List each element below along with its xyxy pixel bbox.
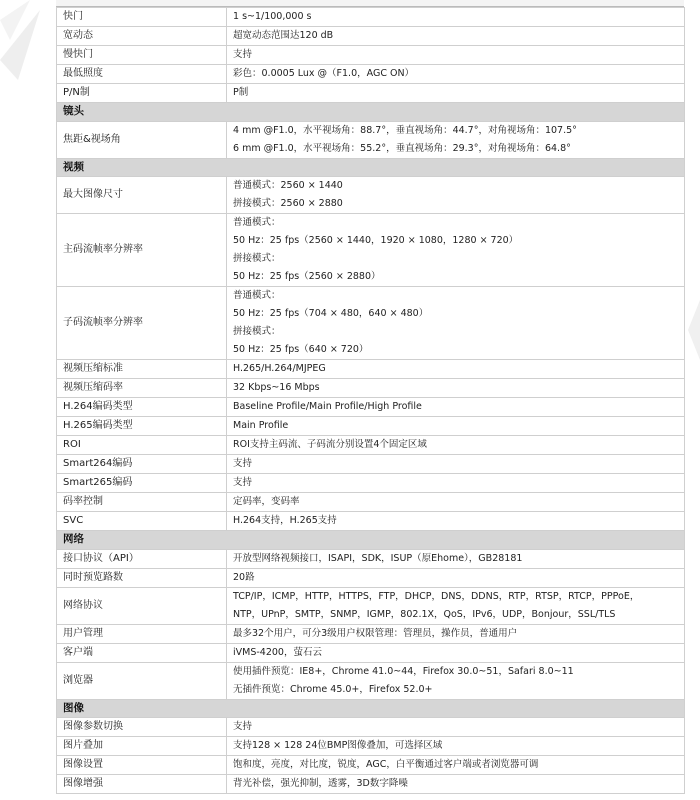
spec-label: 码率控制 bbox=[57, 493, 227, 512]
spec-label: 快门 bbox=[57, 8, 227, 27]
spec-value-line: 50 Hz：25 fps（2560 × 1440，1920 × 1080，1280 × 720） bbox=[233, 235, 519, 246]
spec-label: 图片叠加 bbox=[57, 737, 227, 756]
spec-value-line: 1 s~1/100,000 s bbox=[233, 11, 312, 22]
spec-value-line: 支持 bbox=[233, 49, 253, 60]
spec-value bbox=[227, 8, 685, 27]
spec-row bbox=[57, 46, 685, 65]
spec-value-line: 50 Hz：25 fps（2560 × 2880） bbox=[233, 271, 381, 282]
spec-value-line: 50 Hz：25 fps（704 × 480，640 × 480） bbox=[233, 308, 429, 319]
spec-label: H.265编码类型 bbox=[57, 417, 227, 436]
spec-value bbox=[227, 775, 685, 794]
spec-value-line: 使用插件预览：IE8+，Chrome 41.0~44，Firefox 30.0~51，Safari 8.0~11 bbox=[233, 665, 574, 677]
spec-label: 视频压缩标准 bbox=[57, 360, 227, 379]
spec-value-line: 50 Hz：25 fps（640 × 720） bbox=[233, 344, 369, 355]
spec-value-line: 背光补偿，强光抑制，透雾，3D数字降噪 bbox=[233, 778, 408, 789]
spec-value-line: 支持128 × 128 24位BMP图像叠加，可选择区域 bbox=[233, 740, 443, 751]
spec-row bbox=[57, 287, 685, 360]
spec-value bbox=[227, 474, 685, 493]
spec-label: P/N制 bbox=[57, 84, 227, 103]
spec-label: 宽动态 bbox=[57, 27, 227, 46]
spec-row bbox=[57, 455, 685, 474]
spec-row bbox=[57, 8, 685, 27]
spec-label: Smart265编码 bbox=[57, 474, 227, 493]
spec-row bbox=[57, 417, 685, 436]
spec-value-line: 彩色：0.0005 Lux @（F1.0，AGC ON） bbox=[233, 68, 415, 79]
spec-value bbox=[227, 587, 685, 624]
spec-value-line: 普通模式： bbox=[233, 217, 281, 228]
spec-value bbox=[227, 718, 685, 737]
spec-value-line: 拼接模式：2560 × 2880 bbox=[233, 198, 343, 209]
spec-row bbox=[57, 84, 685, 103]
spec-row bbox=[57, 121, 685, 158]
section-header bbox=[57, 699, 685, 718]
section-header bbox=[57, 531, 685, 550]
spec-value bbox=[227, 455, 685, 474]
spec-row bbox=[57, 177, 685, 214]
spec-label: 慢快门 bbox=[57, 46, 227, 65]
spec-row bbox=[57, 512, 685, 531]
spec-label: Smart264编码 bbox=[57, 455, 227, 474]
spec-label: SVC bbox=[57, 512, 227, 531]
spec-value bbox=[227, 287, 685, 360]
spec-row bbox=[57, 398, 685, 417]
decorative-edge bbox=[684, 0, 700, 800]
spec-value-line: 超宽动态范围达120 dB bbox=[233, 30, 334, 41]
spec-value bbox=[227, 549, 685, 568]
spec-row bbox=[57, 27, 685, 46]
spec-row bbox=[57, 718, 685, 737]
spec-value bbox=[227, 27, 685, 46]
spec-value-line: 最多32个用户，可分3级用户权限管理：管理员，操作员，普通用户 bbox=[233, 627, 518, 639]
spec-value-line: 普通模式： bbox=[233, 290, 281, 301]
spec-value-line: 拼接模式： bbox=[233, 253, 281, 264]
section-title: 网络 bbox=[57, 531, 685, 550]
spec-label: 视频压缩码率 bbox=[57, 379, 227, 398]
spec-label: 图像增强 bbox=[57, 775, 227, 794]
spec-value bbox=[227, 643, 685, 662]
spec-label: H.264编码类型 bbox=[57, 398, 227, 417]
spec-value bbox=[227, 360, 685, 379]
spec-value-line: Baseline Profile/Main Profile/High Profile bbox=[233, 401, 422, 412]
spec-value-line: 拼接模式： bbox=[233, 326, 281, 337]
spec-table-body bbox=[57, 8, 685, 794]
spec-value-line: P制 bbox=[233, 87, 249, 98]
spec-value bbox=[227, 417, 685, 436]
spec-row bbox=[57, 379, 685, 398]
spec-label: 焦距&视场角 bbox=[57, 121, 227, 158]
spec-label: 同时预览路数 bbox=[57, 568, 227, 587]
spec-value-line: 6 mm @F1.0，水平视场角：55.2°，垂直视场角：29.3°，对角视场角：64.8° bbox=[233, 142, 571, 154]
spec-value bbox=[227, 65, 685, 84]
spec-row bbox=[57, 737, 685, 756]
spec-value bbox=[227, 624, 685, 643]
spec-value-line: H.264支持，H.265支持 bbox=[233, 515, 337, 526]
spec-label: 用户管理 bbox=[57, 624, 227, 643]
spec-value bbox=[227, 379, 685, 398]
spec-value-line: Main Profile bbox=[233, 420, 289, 431]
spec-value bbox=[227, 662, 685, 699]
spec-value-line: 支持 bbox=[233, 721, 253, 732]
section-title: 图像 bbox=[57, 699, 685, 718]
spec-label: 浏览器 bbox=[57, 662, 227, 699]
spec-value bbox=[227, 493, 685, 512]
spec-row bbox=[57, 214, 685, 287]
spec-value-line: 定码率，变码率 bbox=[233, 496, 300, 507]
spec-value bbox=[227, 756, 685, 775]
section-title: 视频 bbox=[57, 158, 685, 177]
spec-label: 最低照度 bbox=[57, 65, 227, 84]
spec-label: 网络协议 bbox=[57, 587, 227, 624]
spec-label: 客户端 bbox=[57, 643, 227, 662]
spec-label: ROI bbox=[57, 436, 227, 455]
spec-value bbox=[227, 214, 685, 287]
spec-value-line: 32 Kbps~16 Mbps bbox=[233, 382, 320, 393]
spec-row bbox=[57, 493, 685, 512]
spec-label: 图像参数切换 bbox=[57, 718, 227, 737]
spec-label: 最大图像尺寸 bbox=[57, 177, 227, 214]
spec-value-line: 无插件预览：Chrome 45.0+，Firefox 52.0+ bbox=[233, 683, 433, 695]
spec-table bbox=[56, 7, 685, 794]
spec-row bbox=[57, 436, 685, 455]
spec-row bbox=[57, 643, 685, 662]
spec-sheet bbox=[56, 0, 684, 794]
spec-value-line: 普通模式：2560 × 1440 bbox=[233, 180, 343, 191]
spec-value-line: NTP，UPnP，SMTP，SNMP，IGMP，802.1X，QoS，IPv6，UDP，Bonjour，SSL/TLS bbox=[233, 608, 616, 620]
spec-value bbox=[227, 568, 685, 587]
spec-row bbox=[57, 756, 685, 775]
spec-value bbox=[227, 512, 685, 531]
spec-row bbox=[57, 662, 685, 699]
section-title: 镜头 bbox=[57, 103, 685, 122]
decorative-swoosh bbox=[0, 0, 56, 800]
spec-value bbox=[227, 84, 685, 103]
spec-value-line: H.265/H.264/MJPEG bbox=[233, 363, 326, 374]
spec-value-line: ROI支持主码流、子码流分别设置4个固定区域 bbox=[233, 439, 427, 450]
spec-value-line: 开放型网络视频接口，ISAPI，SDK，ISUP（原Ehome），GB28181 bbox=[233, 552, 523, 564]
spec-value bbox=[227, 46, 685, 65]
spec-row bbox=[57, 568, 685, 587]
spec-value bbox=[227, 436, 685, 455]
section-header bbox=[57, 103, 685, 122]
spec-value-line: TCP/IP，ICMP，HTTP，HTTPS，FTP，DHCP，DNS，DDNS，RTP，RTSP，RTCP，PPPoE， bbox=[233, 590, 640, 602]
spec-value bbox=[227, 121, 685, 158]
spec-label: 主码流帧率分辨率 bbox=[57, 214, 227, 287]
cut-off-top-row bbox=[56, 0, 684, 7]
spec-row bbox=[57, 549, 685, 568]
spec-label: 图像设置 bbox=[57, 756, 227, 775]
spec-row bbox=[57, 624, 685, 643]
spec-row bbox=[57, 474, 685, 493]
spec-value bbox=[227, 398, 685, 417]
spec-value-line: 支持 bbox=[233, 458, 253, 469]
spec-value-line: iVMS-4200，萤石云 bbox=[233, 646, 322, 658]
spec-row bbox=[57, 775, 685, 794]
spec-label: 子码流帧率分辨率 bbox=[57, 287, 227, 360]
spec-row bbox=[57, 587, 685, 624]
spec-label: 接口协议（API） bbox=[57, 549, 227, 568]
spec-value-line: 20路 bbox=[233, 571, 255, 583]
spec-value-line: 4 mm @F1.0，水平视场角：88.7°，垂直视场角：44.7°，对角视场角：107.5° bbox=[233, 124, 577, 136]
section-header bbox=[57, 158, 685, 177]
spec-value bbox=[227, 177, 685, 214]
spec-value bbox=[227, 737, 685, 756]
spec-row bbox=[57, 360, 685, 379]
spec-value-line: 饱和度，亮度，对比度，锐度，AGC，白平衡通过客户端或者浏览器可调 bbox=[233, 759, 539, 770]
spec-row bbox=[57, 65, 685, 84]
spec-value-line: 支持 bbox=[233, 477, 253, 488]
